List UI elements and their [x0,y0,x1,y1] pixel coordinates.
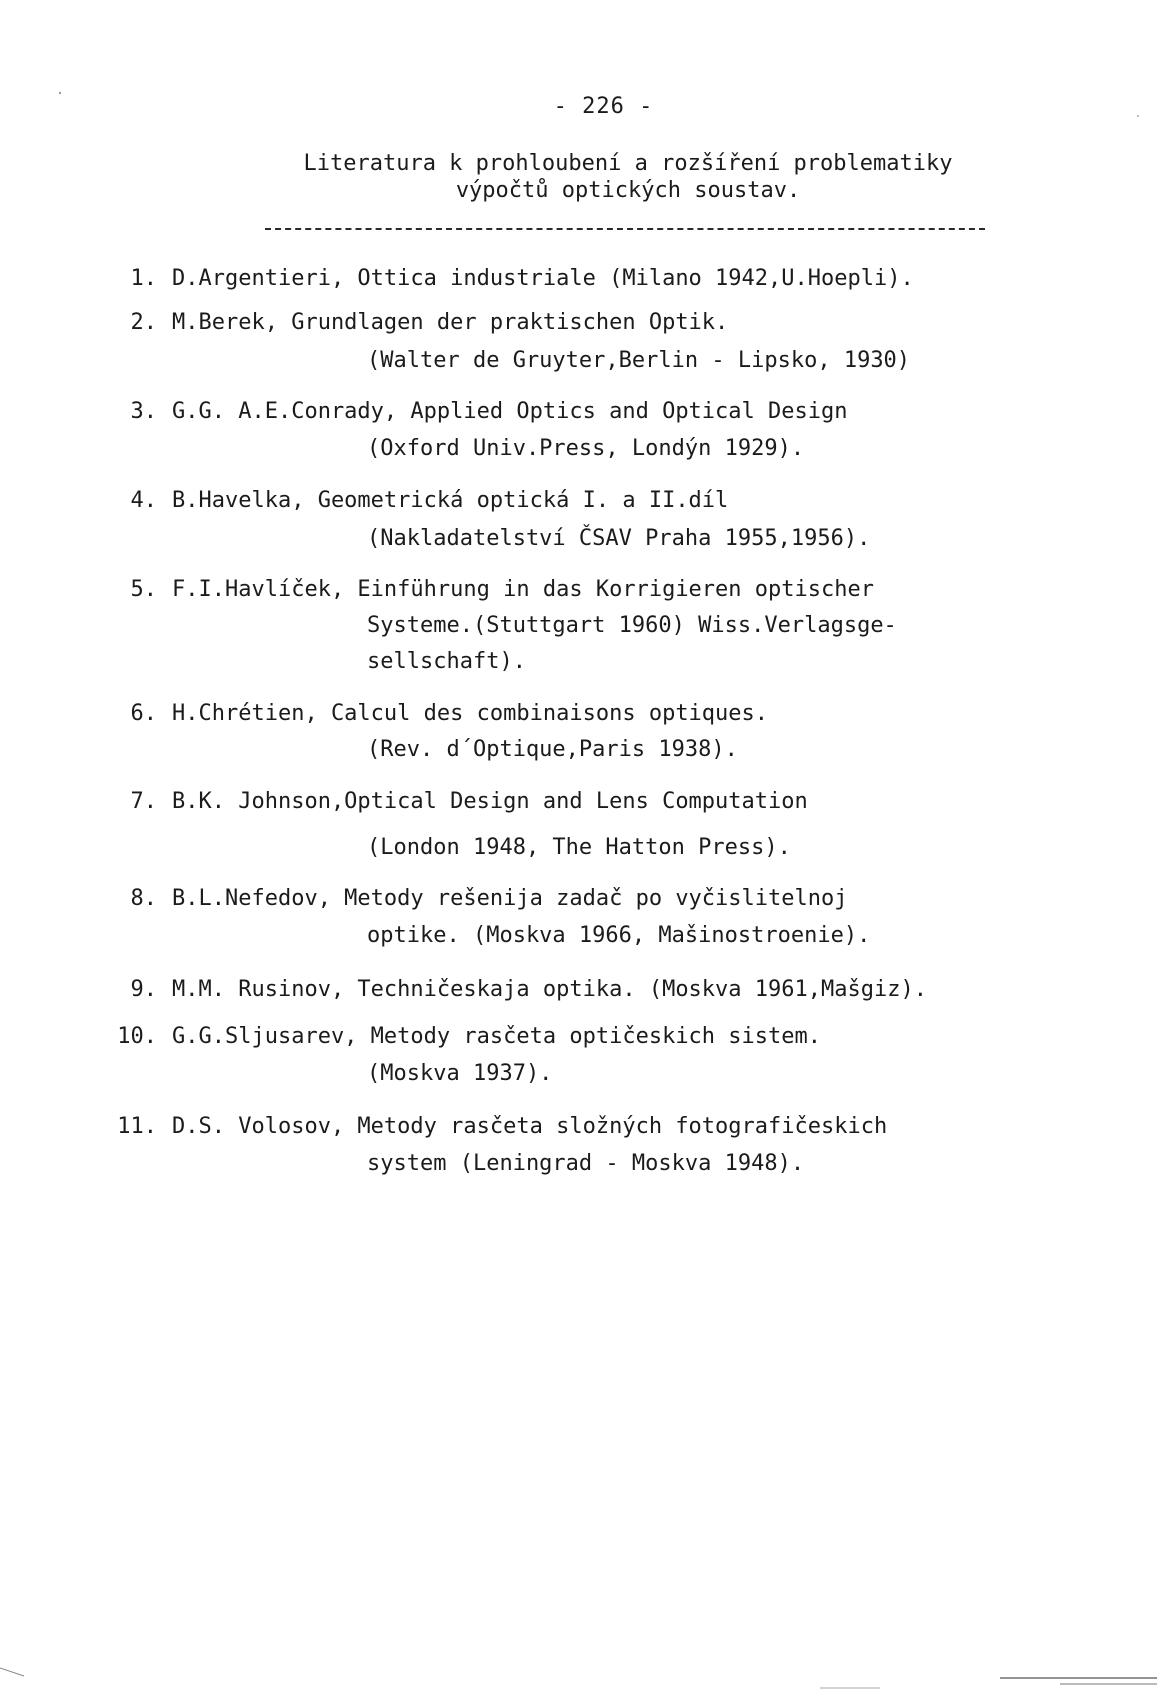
reference-text: M.M. Rusinov, Techničeskaja optika. (Moskva 1961,Mašgiz). [172,977,927,1002]
reference-text: D.Argentieri, Ottica industriale (Milano 1942,U.Hoepli). [172,266,914,291]
page-number: - 226 - [553,94,654,119]
reference-text-continued: (Nakladatelství ČSAV Praha 1955,1956). [367,526,871,551]
reference-number: 9. [130,977,157,1002]
reference-text: G.G. A.E.Conrady, Applied Optics and Optical Design [172,399,848,424]
reference-text-continued: (Rev. d´Optique,Paris 1938). [367,737,738,762]
reference-number: 2. [130,310,157,335]
reference-number: 3. [130,399,157,424]
reference-text: G.G.Sljusarev, Metody rasčeta optičeskich sistem. [172,1024,822,1049]
reference-text: M.Berek, Grundlagen der praktischen Optik. [172,310,729,335]
reference-text-continued: Systeme.(Stuttgart 1960) Wiss.Verlagsge- [367,613,897,638]
reference-number: 4. [130,488,157,513]
reference-number: 6. [130,701,157,726]
reference-text: F.I.Havlíček, Einführung in das Korrigieren optischer [172,577,874,602]
reference-text-continued: (Oxford Univ.Press, Londýn 1929). [367,436,805,461]
reference-number: 7. [130,789,157,814]
reference-text-continued: (London 1948, The Hatton Press). [367,835,791,860]
reference-text: H.Chrétien, Calcul des combinaisons optiques. [172,701,769,726]
reference-text: D.S. Volosov, Metody rasčeta složných fotografičeskich [172,1114,888,1139]
reference-number: 10. [117,1024,157,1049]
reference-text: B.K. Johnson,Optical Design and Lens Computation [172,789,808,814]
reference-number: 11. [117,1114,157,1139]
reference-text-continued: system (Leningrad - Moskva 1948). [367,1151,805,1176]
reference-text: B.L.Nefedov, Metody rešenija zadač po vyčislitelnoj [172,886,848,911]
heading-line-2: výpočtů optických soustav. [455,178,801,203]
reference-text-continued: optike. (Moskva 1966, Mašinostroenie). [367,923,871,948]
heading-line-1: Literatura k prohloubení a rozšíření problematiky [303,151,953,176]
reference-text-continued: (Walter de Gruyter,Berlin - Lipsko, 1930) [367,348,911,373]
reference-number: 5. [130,577,157,602]
reference-number: 8. [130,886,157,911]
reference-text-continued: (Moskva 1937). [367,1061,553,1086]
reference-text: B.Havelka, Geometrická optická I. a II.díl [172,488,729,513]
reference-number: 1. [130,266,157,291]
reference-text-continued: sellschaft). [367,649,526,674]
